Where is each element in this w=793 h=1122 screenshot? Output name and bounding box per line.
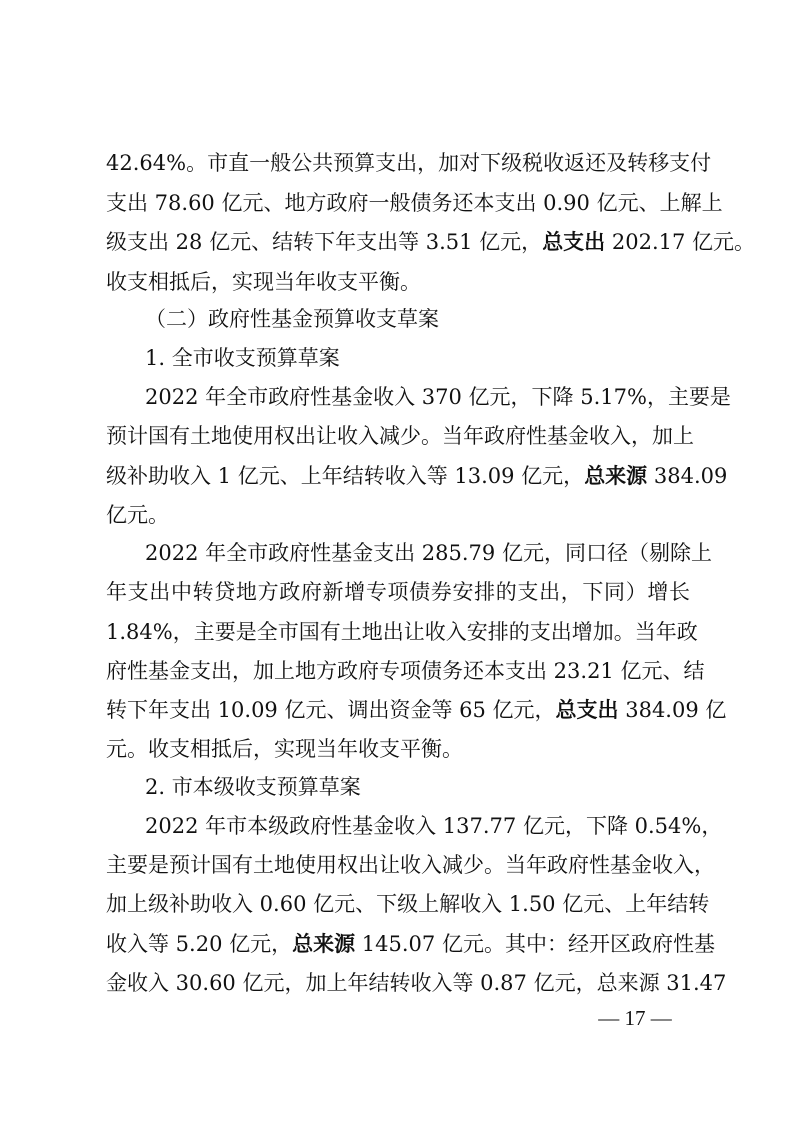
body-text-line (106, 222, 756, 262)
bold-term: 总来源 (292, 932, 356, 956)
text-run: 级补助收入 1 亿元、上年结转收入等 13.09 亿元， (106, 464, 585, 488)
body-text-line: 亿元。 (106, 503, 169, 527)
body-text-line: 收支相抵后，实现当年收支平衡。 (106, 270, 421, 294)
body-text-line: 元。收支相抵后，实现当年收支平衡。 (106, 737, 463, 761)
subsection-heading: 1. 全市收支预算草案 (145, 346, 340, 370)
text-run: 384.09 (647, 464, 728, 488)
text-run: 转下年支出 10.09 亿元、调出资金等 65 亿元， (106, 698, 556, 722)
bold-term: 总支出 (555, 698, 619, 722)
body-text-line (106, 690, 727, 730)
page-number: — 17 — (598, 1006, 672, 1030)
body-text-line: 支出 78.60 亿元、地方政府一般债务还本支出 0.90 亿元、上解上 (106, 191, 723, 215)
text-run: 202.17 亿元。 (605, 230, 756, 254)
body-text-line (106, 924, 715, 964)
body-text-line: 预计国有土地使用权出让收入减少。当年政府性基金收入，加上 (106, 424, 694, 448)
paragraph-first-line: 2022 年全市政府性基金收入 370 亿元，下降 5.17%，主要是 (145, 385, 731, 409)
body-text-line: 1.84%，主要是全市国有土地出让收入安排的支出增加。当年政 (106, 620, 698, 644)
text-run: 级支出 28 亿元、结转下年支出等 3.51 亿元， (106, 230, 543, 254)
text-run: 384.09 亿 (618, 698, 727, 722)
body-text-line: 42.64%。市直一般公共预算支出，加对下级税收返还及转移支付 (106, 151, 712, 175)
body-text-line: 年支出中转贷地方政府新增专项债券安排的支出，下同）增长 (106, 580, 690, 604)
body-text-line: 府性基金支出，加上地方政府专项债务还本支出 23.21 亿元、结 (106, 659, 705, 683)
subsection-heading: 2. 市本级收支预算草案 (145, 775, 361, 799)
paragraph-first-line: 2022 年全市政府性基金支出 285.79 亿元，同口径（剔除上 (145, 541, 712, 565)
section-heading: （二）政府性基金预算收支草案 (145, 307, 439, 331)
body-text-line: 主要是预计国有土地使用权出让收入减少。当年政府性基金收入， (106, 853, 715, 877)
bold-term: 总来源 (584, 464, 648, 488)
body-text-line (106, 456, 728, 496)
text-run: 收入等 5.20 亿元， (106, 932, 293, 956)
paragraph-first-line: 2022 年市本级政府性基金收入 137.77 亿元，下降 0.54%， (145, 814, 723, 838)
text-run: 145.07 亿元。其中：经开区政府性基 (355, 932, 715, 956)
body-text-line: 金收入 30.60 亿元，加上年结转收入等 0.87 亿元，总来源 31.47 (106, 971, 727, 995)
bold-term: 总支出 (542, 230, 606, 254)
body-text-line: 加上级补助收入 0.60 亿元、下级上解收入 1.50 亿元、上年结转 (106, 892, 710, 916)
